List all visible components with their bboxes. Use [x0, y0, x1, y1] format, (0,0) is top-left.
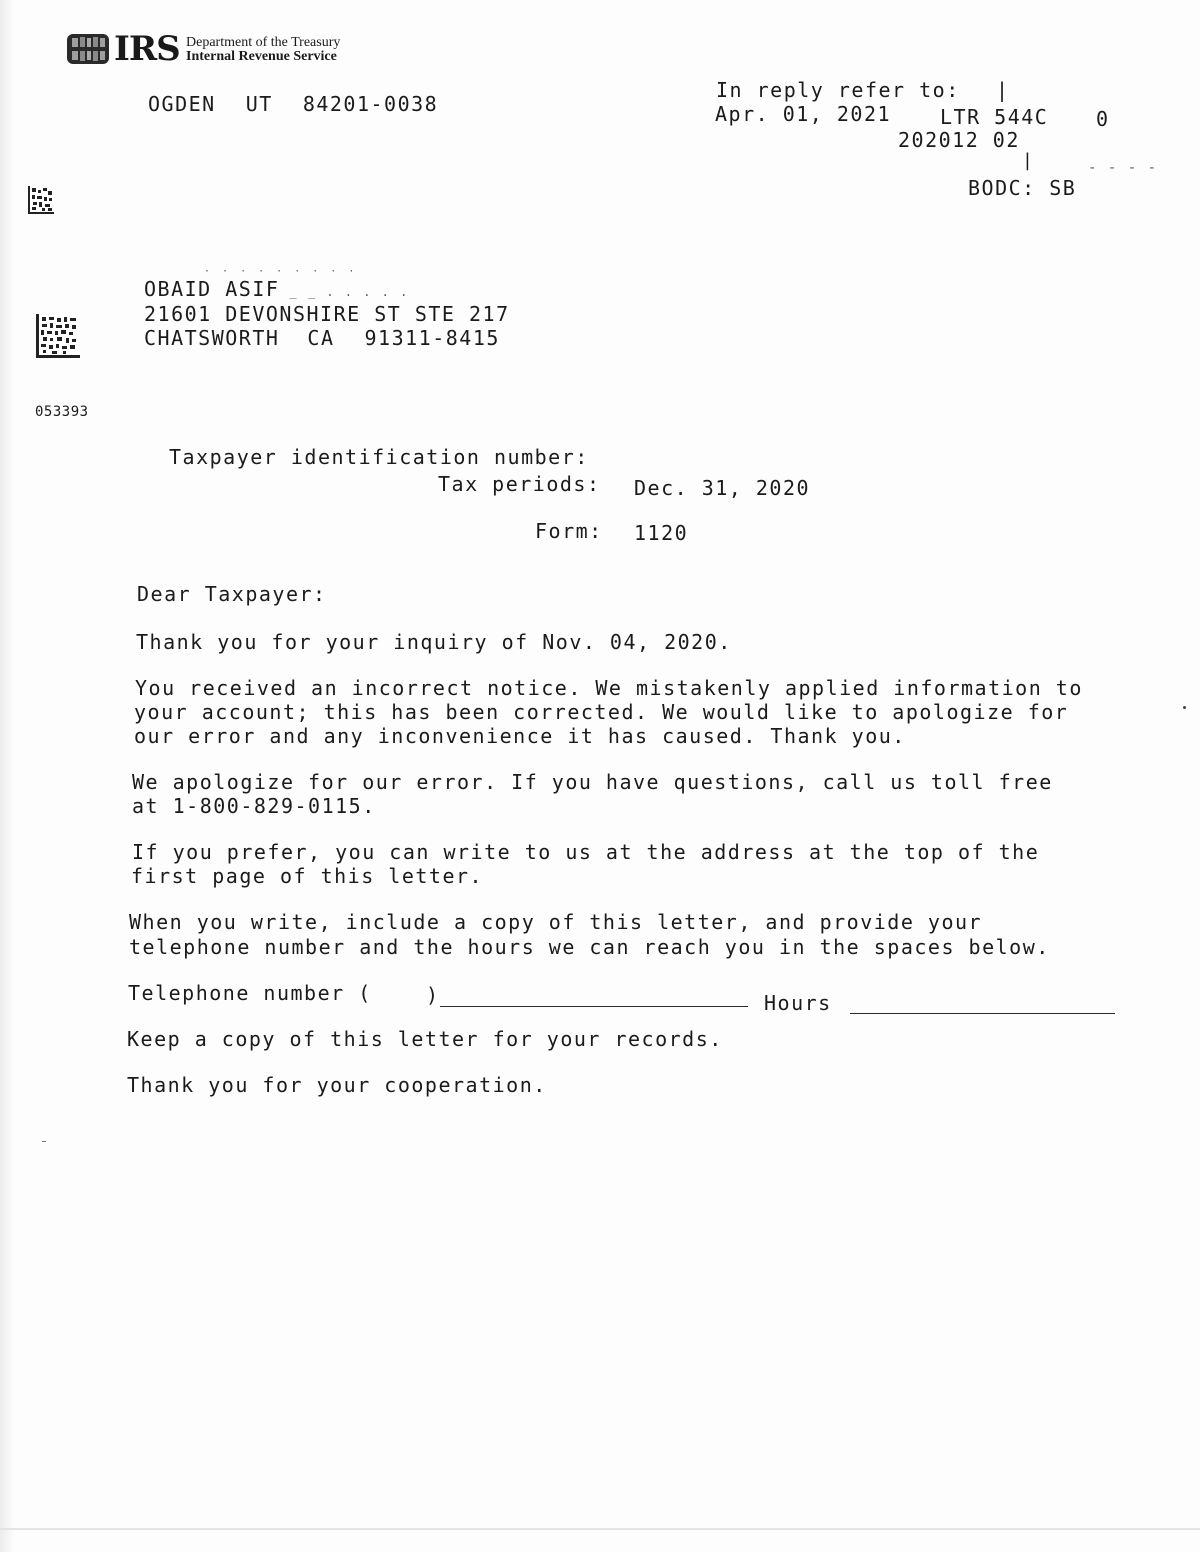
tax-periods-value: Dec. 31, 2020	[634, 476, 811, 500]
bodc-code: BODC: SB	[968, 176, 1077, 200]
recipient-zip: 91311-8415	[364, 326, 500, 350]
telephone-blank-line[interactable]	[440, 1006, 748, 1007]
telephone-label: Telephone number (	[128, 981, 372, 1005]
paragraph-thank-you: Thank you for your cooperation.	[127, 1073, 547, 1097]
reply-refer-label: In reply refer to:	[716, 78, 960, 102]
office-city: OGDEN	[148, 92, 216, 116]
datamatrix-large-icon	[36, 314, 80, 358]
recipient-name: OBAID ASIF	[144, 277, 280, 301]
tax-periods-label: Tax periods:	[438, 472, 601, 496]
recipient-state: CA	[307, 326, 335, 350]
scan-edge-shadow	[0, 0, 14, 1552]
irs-logo	[66, 30, 386, 72]
reference-tick: |	[1022, 150, 1035, 171]
paragraph-incorrect-notice-line1: You received an incorrect notice. We mistakenly applied information to	[135, 676, 1083, 700]
side-control-number: 053393	[35, 404, 89, 420]
office-address	[148, 92, 438, 116]
logo-department: Department of the Treasury	[186, 35, 341, 50]
paragraph-include-copy-line1: When you write, include a copy of this letter, and provide your	[129, 910, 983, 934]
scan-bottom-edge	[0, 1528, 1200, 1530]
office-zip: 84201-0038	[302, 92, 439, 116]
tin-label: Taxpayer identification number:	[169, 445, 589, 469]
salutation: Dear Taxpayer:	[137, 582, 327, 606]
redaction-remnant: _ _ . . . . .	[289, 285, 410, 299]
letter-code: LTR 544C	[940, 105, 1049, 129]
reference-mark: |	[996, 78, 1010, 102]
batch-number: 202012 02	[898, 128, 1020, 152]
reference-dashes: - - - -	[1088, 160, 1158, 176]
recipient-address-line1: 21601 DEVONSHIRE ST STE 217	[144, 302, 510, 326]
recipient-city: CHATSWORTH	[144, 326, 280, 350]
paragraph-write-line1: If you prefer, you can write to us at the address at the top of the	[132, 840, 1040, 864]
recipient-name-line	[144, 277, 409, 301]
paragraph-apology-line1: We apologize for our error. If you have questions, call us toll free	[132, 770, 1053, 794]
paragraph-incorrect-notice-line3: our error and any inconvenience it has caused. Thank you.	[134, 724, 906, 748]
treasury-eagle-icon	[66, 32, 110, 66]
letter-date: Apr. 01, 2021	[715, 102, 892, 126]
datamatrix-small-icon	[28, 186, 54, 214]
form-value: 1120	[634, 521, 689, 545]
hours-label: Hours	[764, 991, 832, 1015]
telephone-close-paren: )	[426, 983, 440, 1007]
logo-agency: Internal Revenue Service	[186, 49, 337, 64]
paragraph-keep-copy: Keep a copy of this letter for your records.	[127, 1027, 723, 1051]
hours-blank-line[interactable]	[850, 1013, 1115, 1014]
form-label: Form:	[535, 519, 603, 543]
scan-speck	[42, 1141, 46, 1142]
paragraph-apology-line2: at 1-800-829-0115.	[132, 794, 376, 818]
logo-irs-text: IRS	[114, 29, 180, 69]
scan-speck	[1183, 706, 1186, 709]
paragraph-include-copy-line2: telephone number and the hours we can reach you in the spaces below.	[129, 935, 1050, 959]
paragraph-inquiry: Thank you for your inquiry of Nov. 04, 2020.	[136, 630, 732, 654]
redaction-marks: · · · · · · · · ·	[204, 266, 358, 277]
paragraph-write-line2: first page of this letter.	[131, 864, 484, 888]
recipient-city-line	[144, 326, 500, 350]
office-state: UT	[245, 92, 273, 116]
paragraph-incorrect-notice-line2: your account; this has been corrected. We would like to apologize for	[134, 700, 1069, 724]
letter-trailing-digit: 0	[1096, 107, 1110, 131]
